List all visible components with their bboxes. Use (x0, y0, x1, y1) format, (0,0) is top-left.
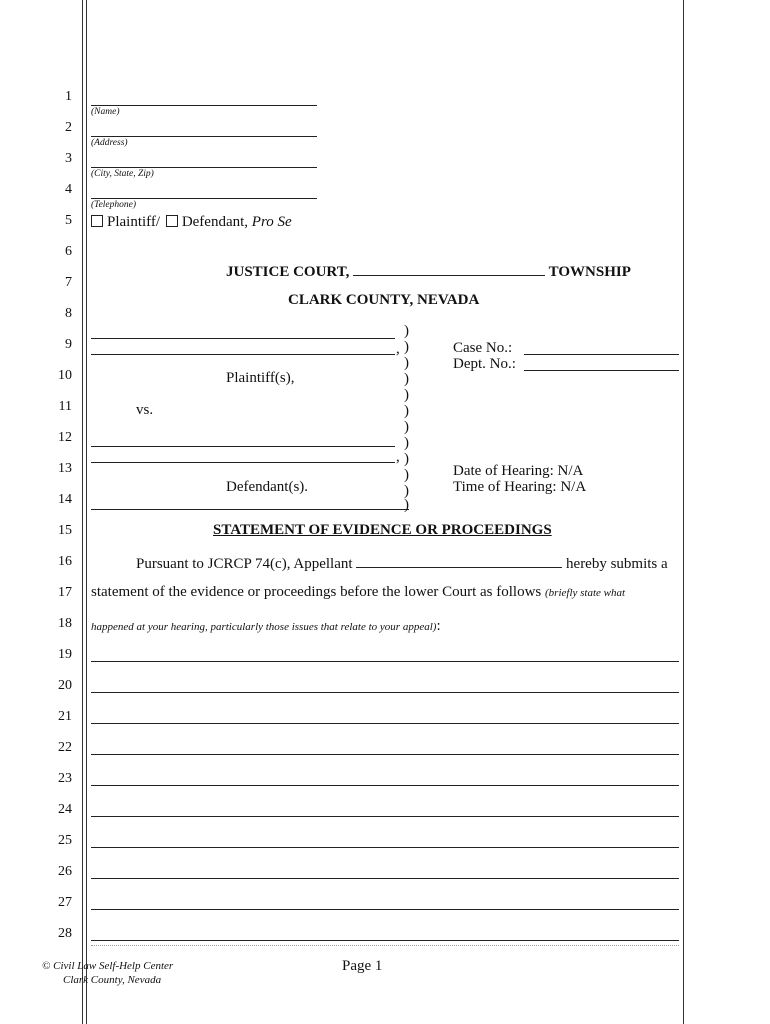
line-number: 11 (58, 399, 72, 414)
defendant-checkbox[interactable] (166, 215, 178, 227)
date-of-hearing: Date of Hearing: N/A (453, 463, 584, 479)
line-number: 23 (58, 771, 72, 786)
township-name-field[interactable] (353, 261, 545, 276)
page-number: Page 1 (342, 958, 383, 974)
city-state-zip-label: (City, State, Zip) (91, 169, 154, 179)
defendant-comma: , (396, 449, 400, 465)
line-number: 12 (58, 430, 72, 445)
line-number: 8 (65, 306, 72, 321)
telephone-label: (Telephone) (91, 200, 137, 210)
line-number: 9 (65, 337, 72, 352)
footer-copyright: © Civil Law Self-Help Center (42, 960, 174, 972)
line-number: 15 (58, 523, 72, 538)
caption-paren: ) (404, 403, 409, 419)
line-number: 14 (58, 492, 72, 507)
dept-no-label: Dept. No.: (453, 356, 516, 372)
line-number: 18 (58, 616, 72, 631)
line-number: 1 (65, 89, 72, 104)
body-line-17 (91, 584, 625, 601)
line-number: 20 (58, 678, 72, 693)
right-margin-rule (683, 0, 684, 1024)
plaintiff-name-field-2[interactable] (91, 354, 395, 355)
statement-line[interactable] (91, 940, 679, 941)
statement-line[interactable] (91, 785, 679, 786)
left-margin-rule-inner (86, 0, 87, 1024)
township-label: TOWNSHIP (548, 264, 631, 280)
defendant-label: Defendant, (181, 214, 249, 230)
body-line-16-end: hereby submits a (566, 556, 668, 572)
line-number: 22 (58, 740, 72, 755)
caption-paren: ) (404, 435, 409, 451)
court-heading (226, 261, 631, 281)
line-number: 10 (58, 368, 72, 383)
line-number: 3 (65, 151, 72, 166)
caption-paren: ) (404, 497, 409, 513)
caption-paren: ) (404, 483, 409, 499)
telephone-field[interactable] (91, 198, 317, 199)
statement-line[interactable] (91, 754, 679, 755)
footer-divider (91, 945, 679, 946)
caption-paren: ) (404, 339, 409, 355)
body-line-16 (136, 553, 668, 573)
line-number: 21 (58, 709, 72, 724)
pro-se-label: Pro Se (251, 214, 292, 230)
statement-line[interactable] (91, 723, 679, 724)
time-of-hearing: Time of Hearing: N/A (453, 479, 587, 495)
caption-paren: ) (404, 323, 409, 339)
county-heading: CLARK COUNTY, NEVADA (288, 292, 480, 308)
caption-paren: ) (404, 371, 409, 387)
line-number: 5 (65, 213, 72, 228)
line-number: 6 (65, 244, 72, 259)
plaintiffs-label: Plaintiff(s), (226, 370, 295, 386)
statement-line[interactable] (91, 692, 679, 693)
case-no-label: Case No.: (453, 340, 513, 356)
body-line-17-italic: (briefly state what (545, 587, 626, 599)
dept-no-field[interactable] (524, 370, 679, 371)
plaintiff-name-field-1[interactable] (91, 338, 395, 339)
plaintiff-checkbox[interactable] (91, 215, 103, 227)
footer-county: Clark County, Nevada (63, 974, 162, 986)
vs-label: vs. (136, 402, 154, 418)
body-line-18-colon: : (436, 618, 441, 634)
caption-paren: ) (404, 451, 409, 467)
caption-paren: ) (404, 387, 409, 403)
line-number: 16 (58, 554, 72, 569)
body-line-18 (91, 617, 441, 635)
defendants-label: Defendant(s). (226, 479, 309, 495)
statement-line[interactable] (91, 878, 679, 879)
statement-line[interactable] (91, 847, 679, 848)
plaintiff-label: Plaintiff/ (107, 214, 161, 230)
body-line-17-text: statement of the evidence or proceedings before the lower Court as follows (91, 584, 542, 600)
left-margin-rule-outer (82, 0, 83, 1024)
line-number: 24 (58, 802, 72, 817)
line-number: 27 (58, 895, 72, 910)
line-number: 13 (58, 461, 72, 476)
city-state-zip-field[interactable] (91, 167, 317, 168)
party-selector (91, 214, 292, 231)
body-line-18-italic: happened at your hearing, particularly those issues that relate to your appeal) (91, 621, 437, 633)
address-label: (Address) (91, 138, 128, 148)
line-number: 19 (58, 647, 72, 662)
line-number: 28 (58, 926, 72, 941)
statement-line[interactable] (91, 909, 679, 910)
statement-line[interactable] (91, 661, 679, 662)
caption-bottom-rule (91, 509, 409, 510)
caption-paren: ) (404, 355, 409, 371)
document-title: STATEMENT OF EVIDENCE OR PROCEEDINGS (213, 522, 552, 538)
plaintiff-comma: , (396, 341, 400, 357)
defendant-name-field-1[interactable] (91, 446, 395, 447)
appellant-name-field[interactable] (356, 553, 562, 568)
body-line-16-start: Pursuant to JCRCP 74(c), Appellant (136, 556, 353, 572)
name-field[interactable] (91, 105, 317, 106)
address-field[interactable] (91, 136, 317, 137)
caption-paren: ) (404, 467, 409, 483)
line-number: 2 (65, 120, 72, 135)
line-number: 4 (65, 182, 72, 197)
justice-court-label: JUSTICE COURT, (226, 264, 350, 280)
case-no-field[interactable] (524, 354, 679, 355)
line-number: 25 (58, 833, 72, 848)
caption-paren: ) (404, 419, 409, 435)
line-number: 7 (65, 275, 72, 290)
defendant-name-field-2[interactable] (91, 462, 395, 463)
line-number: 17 (58, 585, 72, 600)
name-label: (Name) (91, 107, 120, 117)
statement-line[interactable] (91, 816, 679, 817)
line-number: 26 (58, 864, 72, 879)
